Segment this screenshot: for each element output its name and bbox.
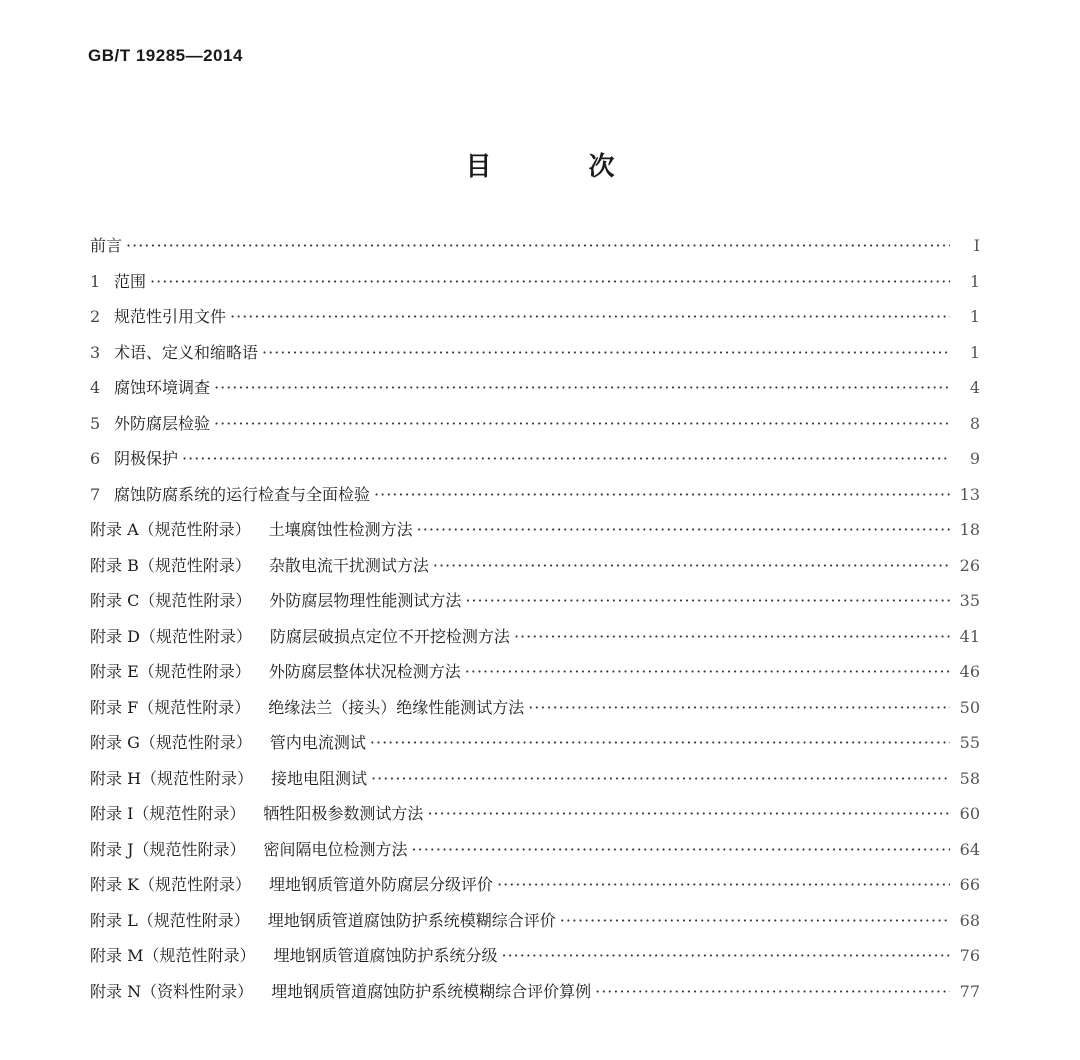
- toc-entry-foreword[interactable]: [90, 233, 980, 269]
- toc-entry-chapter[interactable]: [90, 446, 980, 482]
- appendix-prefix: 附录 C（规范性附录）: [90, 591, 252, 610]
- standard-code: GB/T 19285—2014: [88, 46, 243, 65]
- appendix-prefix: 附录 K（规范性附录）: [90, 875, 252, 894]
- appendix-prefix: 附录 H（规范性附录）: [90, 768, 254, 788]
- toc-entry-appendix[interactable]: [90, 517, 980, 553]
- dot-leader: [502, 946, 951, 965]
- appendix-title: 牺牲阳极参数测试方法: [263, 804, 424, 823]
- dot-leader: [417, 520, 950, 539]
- toc-entry-appendix[interactable]: [90, 730, 980, 766]
- toc-entry-appendix[interactable]: [90, 979, 980, 1015]
- page-number: 9: [969, 449, 980, 468]
- appendix-prefix: 附录 M（规范性附录）: [90, 946, 256, 965]
- dot-leader: [214, 378, 950, 397]
- entry-label: 外防腐层检验: [114, 413, 211, 433]
- dot-leader: [150, 272, 950, 291]
- appendix-title: 埋地钢质管道外防腐层分级评价: [269, 875, 494, 894]
- dot-leader: [412, 840, 950, 859]
- chapter-number: 1: [90, 271, 101, 291]
- toc-entry-appendix[interactable]: [90, 624, 980, 660]
- appendix-prefix: 附录 L（规范性附录）: [90, 910, 250, 930]
- entry-label: 腐蚀防腐系统的运行检查与全面检验: [114, 484, 371, 504]
- chapter-number: 2: [90, 307, 101, 326]
- chapter-number: 4: [90, 378, 101, 397]
- entry-label: 腐蚀环境调查: [114, 378, 211, 397]
- toc-entry-chapter[interactable]: [90, 411, 980, 447]
- toc-entry-appendix[interactable]: [90, 943, 980, 979]
- toc-entry-appendix[interactable]: [90, 872, 980, 908]
- dot-leader: [465, 662, 950, 681]
- toc-entry-appendix[interactable]: [90, 908, 980, 944]
- appendix-title: 外防腐层整体状况检测方法: [268, 662, 461, 681]
- toc-entry-appendix[interactable]: [90, 837, 980, 873]
- toc-entry-chapter[interactable]: [90, 269, 980, 305]
- dot-leader: [433, 556, 950, 575]
- entry-label: 规范性引用文件: [114, 307, 227, 326]
- page-number: 35: [959, 591, 980, 610]
- page-number: 76: [959, 946, 980, 965]
- appendix-title: 管内电流测试: [269, 733, 366, 752]
- toc-entry-chapter[interactable]: [90, 304, 980, 340]
- appendix-title: 接地电阻测试: [271, 768, 368, 788]
- appendix-title: 防腐层破损点定位不开挖检测方法: [269, 626, 510, 646]
- appendix-title: 埋地钢质管道腐蚀防护系统模糊综合评价算例: [271, 981, 592, 1001]
- appendix-prefix: 附录 J（规范性附录）: [90, 839, 246, 859]
- appendix-prefix: 附录 F（规范性附录）: [90, 697, 251, 717]
- page-number: 68: [959, 910, 980, 930]
- dot-leader: [595, 982, 950, 1001]
- appendix-title: 杂散电流干扰测试方法: [268, 555, 429, 575]
- dot-leader: [370, 733, 950, 752]
- table-of-contents: [90, 233, 980, 1014]
- page-number: 1: [969, 342, 980, 362]
- chapter-number: 3: [90, 342, 101, 362]
- page-number: 8: [969, 413, 980, 433]
- appendix-prefix: 附录 N（资料性附录）: [90, 981, 254, 1001]
- page-title: 目 次: [465, 152, 659, 182]
- appendix-title: 土壤腐蚀性检测方法: [268, 520, 413, 539]
- page-number: 58: [959, 768, 980, 788]
- chapter-number: 6: [90, 449, 101, 468]
- appendix-title: 密间隔电位检测方法: [263, 839, 408, 859]
- toc-entry-appendix[interactable]: [90, 801, 980, 837]
- page-number: 66: [959, 875, 980, 894]
- dot-leader: [262, 343, 950, 362]
- page-number: 4: [969, 378, 980, 397]
- dot-leader: [514, 627, 950, 646]
- appendix-prefix: 附录 I（规范性附录）: [90, 804, 246, 823]
- page-number: 13: [959, 484, 980, 504]
- page-number: 18: [959, 520, 980, 539]
- dot-leader: [182, 449, 950, 468]
- page-number: 55: [959, 733, 980, 752]
- page-number: I: [973, 236, 980, 255]
- appendix-prefix: 附录 G（规范性附录）: [90, 733, 252, 752]
- toc-entry-chapter[interactable]: [90, 375, 980, 411]
- appendix-prefix: 附录 D（规范性附录）: [90, 626, 252, 646]
- appendix-title: 埋地钢质管道腐蚀防护系统模糊综合评价: [267, 910, 556, 930]
- chapter-number: 5: [90, 413, 101, 433]
- dot-leader: [427, 804, 950, 823]
- entry-label: 术语、定义和缩略语: [114, 342, 259, 362]
- dot-leader: [214, 414, 950, 433]
- toc-entry-appendix[interactable]: [90, 695, 980, 731]
- appendix-prefix: 附录 B（规范性附录）: [90, 555, 251, 575]
- dot-leader: [374, 485, 950, 504]
- dot-leader: [126, 236, 950, 255]
- page-number: 1: [969, 307, 980, 326]
- toc-entry-appendix[interactable]: [90, 659, 980, 695]
- toc-entry-appendix[interactable]: [90, 553, 980, 589]
- appendix-prefix: 附录 E（规范性附录）: [90, 662, 251, 681]
- entry-label: 前言: [90, 236, 123, 255]
- appendix-title: 埋地钢质管道腐蚀防护系统分级: [273, 946, 498, 965]
- toc-entry-chapter[interactable]: [90, 482, 980, 518]
- dot-leader: [560, 911, 950, 930]
- page-number: 46: [959, 662, 980, 681]
- page-number: 41: [959, 626, 980, 646]
- page-number: 64: [959, 839, 980, 859]
- dot-leader: [528, 698, 950, 717]
- entry-label: 阴极保护: [114, 449, 179, 468]
- dot-leader: [465, 591, 950, 610]
- page-number: 60: [959, 804, 980, 823]
- appendix-title: 外防腐层物理性能测试方法: [269, 591, 462, 610]
- chapter-number: 7: [90, 484, 101, 504]
- dot-leader: [371, 769, 950, 788]
- toc-entry-appendix[interactable]: [90, 588, 980, 624]
- entry-label: 范围: [114, 271, 147, 291]
- toc-entry-chapter[interactable]: [90, 340, 980, 376]
- page-number: 26: [959, 555, 980, 575]
- dot-leader: [497, 875, 950, 894]
- page-number: 77: [959, 981, 980, 1001]
- dot-leader: [230, 307, 950, 326]
- appendix-title: 绝缘法兰（接头）绝缘性能测试方法: [268, 697, 525, 717]
- appendix-prefix: 附录 A（规范性附录）: [90, 520, 251, 539]
- toc-entry-appendix[interactable]: [90, 766, 980, 802]
- page-number: 50: [959, 697, 980, 717]
- page-number: 1: [969, 271, 980, 291]
